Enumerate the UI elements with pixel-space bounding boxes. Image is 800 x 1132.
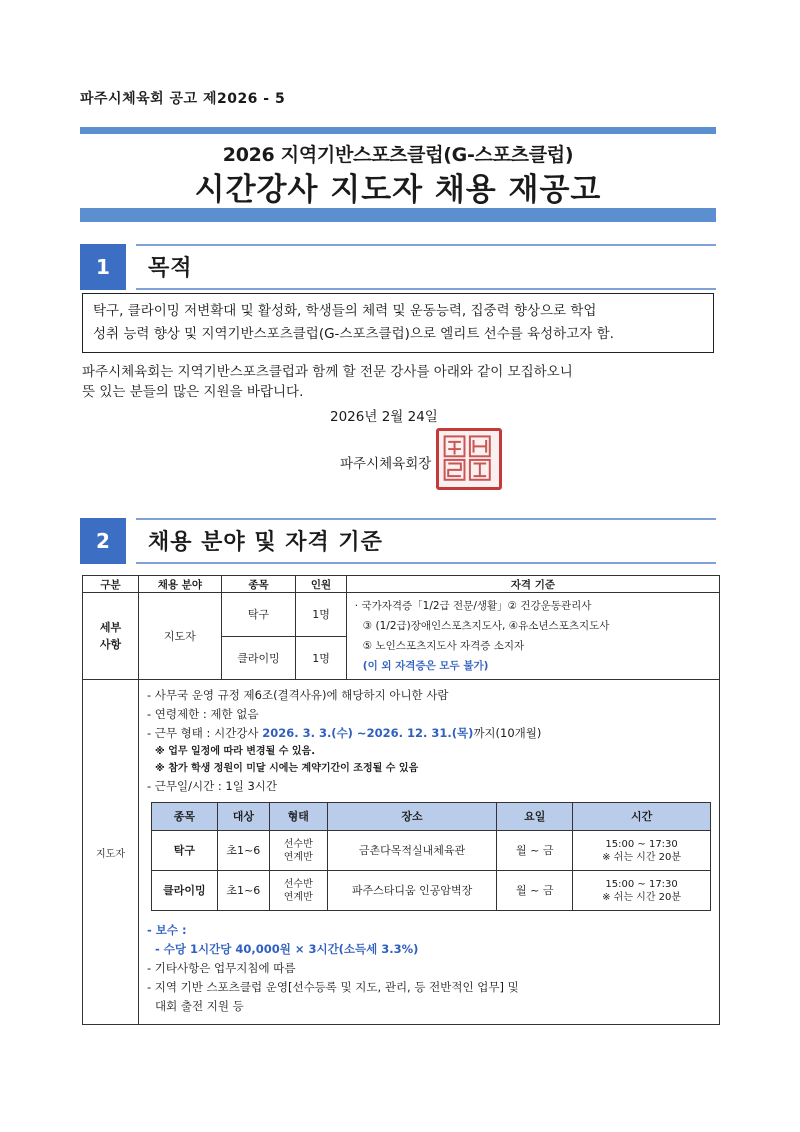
recruitment-table bbox=[82, 575, 720, 1025]
detail-line: - 연령제한 : 제한 없음 bbox=[147, 707, 259, 721]
column-header: 채용 분야 bbox=[139, 576, 222, 593]
detail-line: - 근무일/시간 : 1일 3시간 bbox=[147, 779, 278, 793]
detail-label: 지도자 bbox=[83, 680, 139, 1025]
section-number-badge: 2 bbox=[80, 518, 126, 564]
purpose-box bbox=[82, 293, 714, 353]
column-header: 자격 기준 bbox=[346, 576, 719, 593]
section-1-header bbox=[80, 244, 716, 290]
schedule-sport: 클라이밍 bbox=[152, 871, 218, 911]
section-rule bbox=[136, 562, 716, 564]
row-label: 세부 사항 bbox=[83, 593, 139, 680]
sport-cell: 클라이밍 bbox=[221, 636, 296, 680]
column-header: 인원 bbox=[296, 576, 346, 593]
schedule-time-note: ※ 쉬는 시간 20분 bbox=[602, 891, 682, 903]
purpose-line: 탁구, 클라이밍 저변확대 및 활성화, 학생들의 체력 및 운동능력, 집중력 향상으로 학업 bbox=[93, 303, 597, 319]
field-cell: 지도자 bbox=[139, 593, 222, 680]
section-rule bbox=[136, 288, 716, 290]
schedule-header: 장소 bbox=[327, 803, 497, 831]
section-number-badge: 1 bbox=[80, 244, 126, 290]
intro-paragraph bbox=[82, 362, 718, 402]
pay-title: - 보수 : bbox=[147, 923, 187, 937]
pay-detail: - 수당 1시간당 40,000원 × 3시간(소득세 3.3%) bbox=[155, 942, 419, 956]
schedule-type-line: 선수반 bbox=[283, 878, 313, 890]
section-rule bbox=[136, 244, 716, 246]
table-header-row bbox=[83, 576, 720, 593]
detail-line: - 사무국 운영 규정 제6조(결격사유)에 해당하지 아니한 사람 bbox=[147, 688, 449, 702]
detail-note: ※ 업무 일정에 따라 변경될 수 있음. bbox=[155, 746, 315, 757]
notice-number: 파주시체육회 공고 제2026 - 5 bbox=[80, 91, 286, 107]
schedule-header-row bbox=[152, 803, 711, 831]
column-header: 구분 bbox=[83, 576, 139, 593]
detail-line: - 지역 기반 스포츠클럽 운영[선수등록 및 지도, 관리, 등 전반적인 업무] 및 bbox=[147, 980, 519, 994]
qualification-line: · 국가자격증「1/2급 전문/생활」② 건강운동관리사 bbox=[354, 600, 592, 612]
schedule-sport: 탁구 bbox=[152, 831, 218, 871]
intro-line: 파주시체육회는 지역기반스포츠클럽과 함께 할 전문 강사를 아래와 같이 모집하오니 bbox=[82, 364, 573, 380]
schedule-type-line: 선수반 bbox=[283, 838, 313, 850]
detail-text: 까지(10개월) bbox=[473, 726, 542, 740]
schedule-place: 금촌다목적실내체육관 bbox=[327, 831, 497, 871]
schedule-row bbox=[152, 871, 711, 911]
detail-cell bbox=[139, 680, 720, 1025]
detail-text: - 근무 형태 : 시간강사 bbox=[147, 726, 263, 740]
schedule-time-line: 15:00 ~ 17:30 bbox=[605, 878, 678, 890]
purpose-line: 성취 능력 향상 및 지역기반스포츠클럽(G-스포츠클럽)으로 엘리트 선수를 육성하고자 함. bbox=[93, 326, 614, 342]
issuing-organization: 파주시체육회장 bbox=[340, 456, 432, 472]
schedule-time bbox=[573, 831, 711, 871]
title-subheading: 2026 지역기반스포츠클럽(G-스포츠클럽) bbox=[222, 144, 574, 166]
notice-date: 2026년 2월 24일 bbox=[330, 409, 438, 425]
count-cell: 1명 bbox=[296, 593, 346, 637]
title-band-bottom bbox=[80, 208, 716, 222]
schedule-target: 초1~6 bbox=[217, 831, 269, 871]
schedule-row bbox=[152, 831, 711, 871]
sport-cell: 탁구 bbox=[221, 593, 296, 637]
qualification-line: ⑤ 노인스포츠지도사 자격증 소지자 bbox=[362, 640, 525, 652]
work-period: 2026. 3. 3.(수) ~2026. 12. 31.(목) bbox=[262, 726, 474, 740]
intro-line: 뜻 있는 분들의 많은 지원을 바랍니다. bbox=[82, 384, 304, 400]
schedule-type-line: 연계반 bbox=[283, 851, 313, 863]
schedule-day: 월 ~ 금 bbox=[497, 831, 573, 871]
schedule-place: 파주스타디움 인공암벽장 bbox=[327, 871, 497, 911]
official-seal bbox=[436, 428, 502, 490]
section-2-header bbox=[80, 518, 716, 564]
seal-icon bbox=[439, 431, 499, 487]
detail-line: 대회 출전 지원 등 bbox=[155, 999, 244, 1013]
page-title: 시간강사 지도자 채용 재공고 bbox=[194, 172, 602, 208]
section-title: 채용 분야 및 자격 기준 bbox=[148, 530, 383, 555]
schedule-header: 대상 bbox=[217, 803, 269, 831]
schedule-type bbox=[269, 871, 327, 911]
section-title: 목적 bbox=[148, 256, 193, 281]
schedule-header: 요일 bbox=[497, 803, 573, 831]
column-header: 종목 bbox=[221, 576, 296, 593]
section-rule bbox=[136, 518, 716, 520]
schedule-time bbox=[573, 871, 711, 911]
schedule-table bbox=[151, 802, 711, 911]
schedule-header: 종목 bbox=[152, 803, 218, 831]
schedule-day: 월 ~ 금 bbox=[497, 871, 573, 911]
detail-line: - 기타사항은 업무지침에 따름 bbox=[147, 961, 296, 975]
table-row bbox=[83, 593, 720, 637]
detail-note: ※ 참가 학생 정원이 미달 시에는 계약기간이 조정될 수 있음 bbox=[155, 763, 419, 774]
qualification-note: (이 외 자격증은 모두 불가) bbox=[362, 660, 489, 672]
qualification-line: ③ (1/2급)장애인스포츠지도사, ④유소년스포츠지도사 bbox=[362, 620, 610, 632]
table-row bbox=[83, 680, 720, 1025]
schedule-target: 초1~6 bbox=[217, 871, 269, 911]
schedule-time-note: ※ 쉬는 시간 20분 bbox=[602, 851, 682, 863]
schedule-type-line: 연계반 bbox=[283, 891, 313, 903]
schedule-type bbox=[269, 831, 327, 871]
count-cell: 1명 bbox=[296, 636, 346, 680]
title-band-top bbox=[80, 127, 716, 134]
qualification-cell bbox=[346, 593, 719, 680]
detail-line bbox=[147, 724, 711, 743]
schedule-header: 시간 bbox=[573, 803, 711, 831]
schedule-header: 형태 bbox=[269, 803, 327, 831]
schedule-time-line: 15:00 ~ 17:30 bbox=[605, 838, 678, 850]
